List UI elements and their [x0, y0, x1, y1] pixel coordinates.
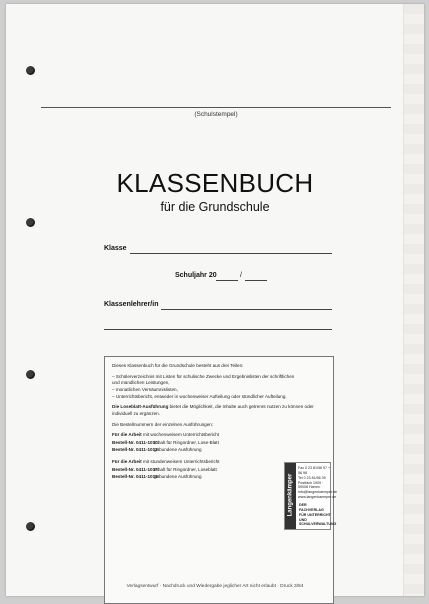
- publisher-contact-line: info@langenkaemper.de: [298, 490, 338, 495]
- publisher-contact-line: www.langenkaemper.de: [298, 495, 337, 500]
- publisher-contact-line: Tel 0 23 81/56 39: [298, 475, 326, 480]
- school-year-separator: /: [240, 272, 242, 279]
- publisher-tagline-line: UND: [299, 517, 307, 522]
- order-number: Bestell-Nr. 0411-1012:: [112, 446, 160, 452]
- info-weekly-heading-rest: mit wochenweisem Unterrichtsbericht: [141, 432, 220, 438]
- info-loose-leaf: [112, 404, 326, 417]
- info-order-intro: Die Bestellnummern der einzelnen Ausführungen:: [112, 421, 214, 427]
- info-box: [104, 356, 338, 604]
- class-label: Klasse: [104, 245, 127, 252]
- order-description: gebundene Ausführung: [154, 446, 202, 452]
- info-part: – Schülerverzeichnis mit Listen für schulische Zwecke und Ergebnislisten der schriftlichen: [112, 373, 295, 379]
- publisher-contact-line: Postfach 1909 · 59008 Hamm: [298, 480, 324, 490]
- publisher-contact-line: Fax 0 23 81/56 97 + 56 98: [298, 466, 331, 475]
- document-page: [6, 4, 424, 596]
- punch-hole: [26, 522, 35, 531]
- class-teacher-field[interactable]: [161, 309, 332, 310]
- order-description: Inhalt für Ringordner, Loseblatt: [154, 466, 217, 472]
- info-loose-leaf-bold: Die Loseblatt-Ausführung: [112, 404, 169, 410]
- punch-hole: [26, 370, 35, 379]
- class-field[interactable]: [130, 253, 332, 254]
- publisher-logo-bar: [285, 463, 296, 529]
- publisher-logo-name: Langenkämper: [287, 473, 294, 517]
- publisher-contact: [298, 466, 338, 500]
- publisher-tagline: [299, 503, 337, 527]
- order-number: Bestell-Nr. 0411-1019:: [112, 473, 160, 479]
- class-teacher-label: Klassenlehrer/in: [104, 301, 159, 308]
- footer-note: Verlagsentwurf · Nachdruck und Wiedergabe jeglicher Art nicht erlaubt · Druck 3/84: [126, 584, 304, 589]
- school-year-label: Schuljahr 20: [175, 272, 217, 279]
- page-subtitle: für die Grundschule: [160, 200, 270, 214]
- order-row: [112, 447, 326, 454]
- publisher-tagline-line: DER FACHVERLAG: [299, 503, 324, 512]
- school-stamp-label: (Schulstempel): [194, 111, 238, 118]
- publisher-logo-box: [284, 462, 338, 530]
- page-edge-strip: [403, 4, 424, 596]
- school-stamp-line: [41, 107, 391, 108]
- school-year-end-field[interactable]: [245, 280, 267, 281]
- punch-hole: [26, 218, 35, 227]
- info-loose-leaf-rest: bietet die Möglichkeit, die Inhalte auch getrennt nutzen zu können oder individuell zu ergänzen.: [112, 404, 314, 416]
- info-weekly-heading: [112, 432, 326, 439]
- info-part: und mündlichen Leistungen,: [112, 380, 170, 386]
- order-row: [112, 440, 326, 447]
- order-number: Bestell-Nr. 0411-1017:: [112, 466, 160, 472]
- publisher-tagline-line: FÜR UNTERRICHT: [299, 512, 331, 517]
- order-description: gebundene Ausführung: [154, 473, 202, 479]
- info-parts: [112, 374, 326, 401]
- page-title: KLASSENBUCH: [116, 168, 314, 198]
- info-hourly-heading-rest: mit stundenweisem Unterrichtsbericht: [141, 458, 220, 464]
- punch-hole: [26, 66, 35, 75]
- info-part: – monatlichen Versäumnislisten,: [112, 386, 178, 392]
- info-part: – Unterrichtsbericht, entweder in wochenweiser Aufteilung oder stündlicher Aufteilung.: [112, 393, 287, 399]
- info-intro: Dieses Klassenbuch für die Grundschule besteht aus drei Teilen:: [112, 363, 244, 368]
- class-teacher-field-2[interactable]: [104, 329, 332, 330]
- publisher-tagline-line: SCHULVERWALTUNG: [299, 522, 337, 527]
- order-description: Inhalt für Ringordner, Lose-Blatt: [154, 439, 219, 445]
- order-number: Bestell-Nr. 0411-1010:: [112, 439, 160, 445]
- info-weekly-heading-bold: Für die Arbeit: [112, 432, 142, 438]
- school-year-start-field[interactable]: [216, 280, 238, 281]
- info-hourly-heading-bold: Für die Arbeit: [112, 458, 142, 464]
